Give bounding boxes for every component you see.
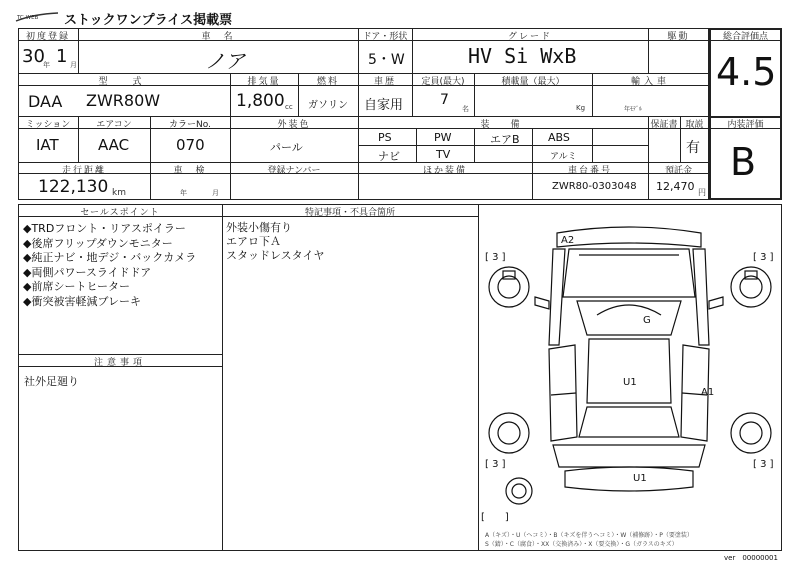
model-prefix: DAA	[28, 92, 63, 111]
tire-front-right	[731, 267, 771, 307]
manual: 有	[686, 140, 700, 156]
list-item: ◆前席シートヒーター	[23, 280, 131, 293]
tire-br-grade: [ 3 ]	[753, 459, 774, 470]
version: ver 00000001	[724, 554, 778, 562]
label-import: 輸入車	[630, 77, 670, 87]
notes-list	[24, 373, 79, 389]
label-load: 積載量（最大）	[501, 77, 565, 87]
interior-score: B	[730, 140, 757, 184]
equip-abs: ABS	[548, 131, 570, 144]
list-item: エアロ下Ａ	[226, 235, 281, 248]
mission: IAT	[36, 136, 59, 154]
left-mirror	[535, 297, 549, 309]
model-year-unit: 年ﾓﾃﾞﾙ	[624, 106, 643, 113]
label-equipment: 装 備	[480, 120, 526, 130]
mark-roof: G	[643, 315, 651, 326]
label-aircon: エアコン	[96, 120, 132, 130]
label-notes: 注意事項	[93, 358, 146, 368]
label-color-no: カラーNo.	[169, 120, 211, 130]
equip-airbag: エアB	[490, 133, 520, 146]
label-sales-points: セールスポイント	[80, 208, 160, 218]
front-bumper	[557, 227, 701, 247]
label-drive: 駆動	[667, 32, 690, 42]
label-deposit: 預託金	[664, 166, 692, 176]
label-door-type: ドア・形状	[362, 32, 408, 42]
tire-rear-right	[731, 413, 771, 453]
spare-tire-grade: [ ]	[481, 512, 509, 523]
tire-bl-grade: [ 3 ]	[485, 459, 506, 470]
door-type: 5・W	[368, 52, 405, 68]
person-unit: 名	[462, 105, 469, 113]
label-capacity: 定員(最大)	[421, 77, 465, 87]
spare-tire	[506, 478, 532, 504]
label-reg-no: 登録ナンバー	[267, 166, 321, 176]
left-front-fender	[549, 249, 565, 345]
list-item: ◆純正ナビ・地デジ・バックカメラ	[23, 251, 197, 264]
roof	[587, 339, 671, 403]
grade: HV Si WxB	[468, 44, 577, 68]
mark-center: U1	[623, 377, 637, 388]
rear-window	[579, 407, 679, 437]
fuel: ガソリン	[308, 100, 348, 111]
label-first-reg: 初度登録	[25, 32, 70, 42]
hood	[563, 249, 695, 297]
windshield	[577, 301, 681, 335]
list-item: ◆後席フリップダウンモニター	[23, 236, 173, 250]
legend-line-1: A（キズ）・U（ヘコミ）・B（キズを伴うヘコミ）・W（補修跡）・P（要塗装）	[485, 532, 693, 539]
cc-unit: cc	[285, 103, 293, 111]
label-inspection: 車 検	[173, 166, 207, 176]
equip-pw: PW	[434, 131, 452, 144]
label-vehicle-history: 車歴	[373, 77, 396, 87]
remarks-list	[226, 221, 324, 263]
chassis-no: ZWR80-0303048	[552, 181, 637, 192]
label-displacement: 排気量	[247, 77, 281, 87]
equip-ps: PS	[378, 131, 392, 144]
list-item: ◆TRDフロント・リアスポイラー	[23, 222, 186, 235]
tire-front-left	[489, 267, 529, 307]
km-unit: km	[112, 188, 126, 198]
aircon: AAC	[98, 136, 130, 154]
label-overall-score: 総合評価点	[722, 32, 768, 42]
mark-side: A1	[701, 387, 715, 398]
tire-rear-left	[489, 413, 529, 453]
label-grade: グレード	[507, 32, 552, 42]
label-car-name: 車 名	[201, 32, 235, 42]
label-mileage: 走行距離	[61, 166, 106, 176]
mark-rear: U1	[633, 473, 647, 484]
logo-text: TC-WEB	[17, 15, 39, 21]
list-item: ◆両側パワースライドドア	[23, 265, 152, 279]
month-unit: 月	[70, 61, 77, 69]
label-remarks: 特記事項・不具合箇所	[304, 208, 395, 218]
logo-swoosh-icon	[14, 10, 60, 24]
exterior-color: パール	[270, 141, 303, 154]
label-fuel: 燃料	[316, 77, 339, 87]
rear-deck	[553, 445, 705, 467]
deposit: 12,470	[656, 180, 695, 193]
label-mission: ミッション	[25, 120, 71, 130]
label-exterior-color: 外装色	[277, 120, 311, 130]
first-reg-month: 1	[56, 46, 68, 67]
list-item: ◆衝突被害軽減ブレーキ	[23, 294, 142, 308]
legend-line-2: S（錆）・C（腐食）・XX（交換済み）・X（要交換）・G（ガラスのキズ）	[485, 541, 678, 548]
mark-front: A2	[561, 235, 575, 246]
tire-tl-grade: [ 3 ]	[485, 252, 506, 263]
right-mirror	[709, 297, 723, 309]
list-item: 外装小傷有り	[226, 221, 292, 234]
first-reg-year: 30	[22, 46, 45, 67]
tire-tr-grade: [ 3 ]	[753, 252, 774, 263]
car-name: ノア	[205, 49, 245, 73]
displacement: 1,800	[236, 91, 285, 111]
list-item: スタッドレスタイヤ	[226, 249, 325, 262]
model-code: ZWR80W	[86, 91, 161, 110]
mileage: 122,130	[38, 177, 109, 197]
right-front-fender	[693, 249, 709, 345]
label-other-equip: ほか装備	[422, 166, 467, 176]
yen-unit: 円	[698, 188, 706, 197]
document-title: ストックワンプライス掲載票	[64, 13, 233, 28]
rear-bumper	[565, 467, 693, 491]
label-interior-score: 内装評価	[727, 120, 764, 130]
equip-alloy: アルミ	[550, 152, 577, 162]
overall-score: 4.5	[716, 50, 777, 94]
label-chassis-no: 車台番号	[567, 166, 612, 176]
inspection-year-unit: 年	[180, 189, 187, 197]
logo	[14, 9, 60, 23]
car-damage-diagram	[479, 205, 781, 550]
equip-navi: ナビ	[378, 150, 400, 163]
label-warranty: 保証書	[650, 120, 678, 130]
list-item: 社外足廻り	[24, 375, 79, 388]
kg-unit: Kg	[576, 104, 586, 112]
inspection-month-unit: 月	[212, 189, 219, 197]
sales-points-list	[23, 222, 196, 309]
label-model: 型 式	[98, 77, 150, 87]
vehicle-history: 自家用	[364, 98, 404, 113]
year-unit: 年	[43, 61, 50, 69]
label-manual: 取説	[685, 120, 704, 130]
equip-tv: TV	[436, 148, 451, 161]
color-no: 070	[176, 136, 205, 154]
capacity: 7	[440, 92, 449, 108]
